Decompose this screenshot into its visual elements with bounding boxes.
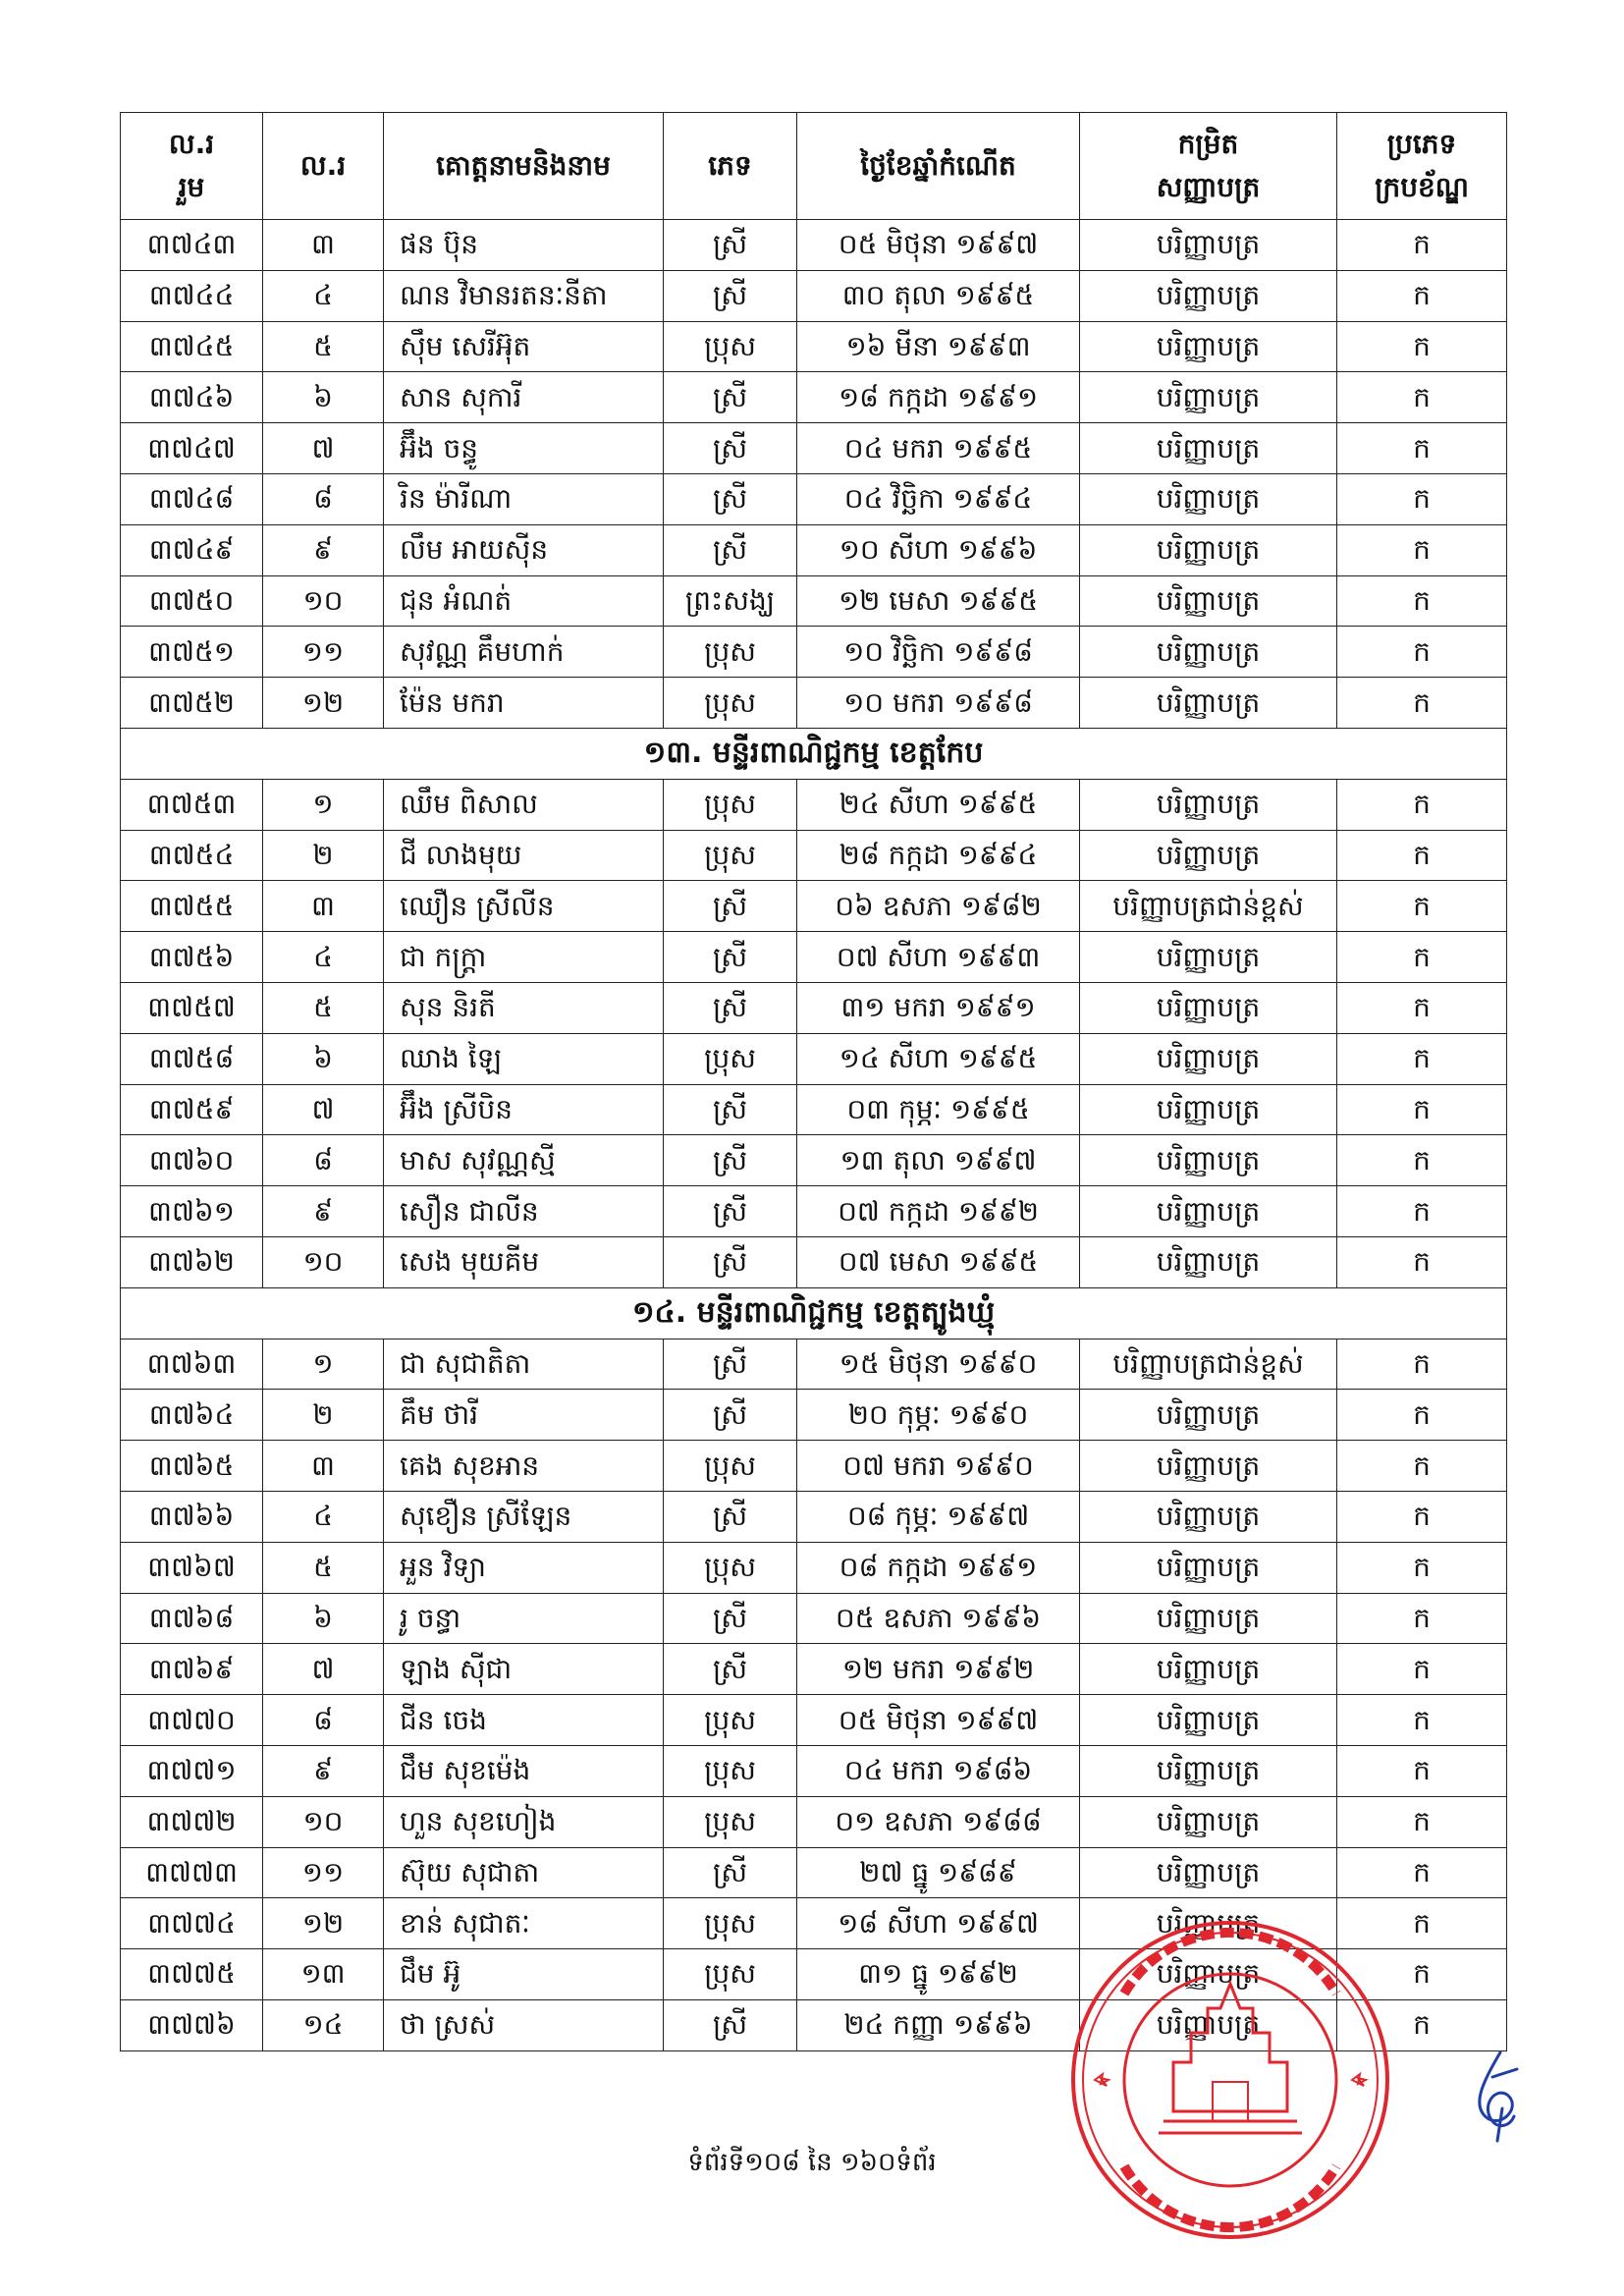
name-cell: រូ ចន្ធា [384,1593,664,1644]
degree-cell: បរិញ្ញាបត្រ [1080,1491,1337,1542]
category-cell: ក [1337,881,1507,932]
table-row [121,270,1507,321]
category-cell: ក [1337,270,1507,321]
category-cell: ក [1337,423,1507,474]
name-cell: ស៊ុយ សុជាតា [384,1847,664,1898]
degree-cell: បរិញ្ញាបត្រ [1080,1441,1337,1492]
table-row [121,1542,1507,1593]
no-cell: ៦ [263,1033,384,1084]
sex-cell: ព្រះសង្ឃ [664,575,797,627]
name-cell: ឈឿន ស្រីលីន [384,881,664,932]
page-number: ទំព័រទី១០៨ នៃ ១៦០ទំព័រ [687,2148,937,2177]
category-cell: ក [1337,1847,1507,1898]
degree-cell: បរិញ្ញាបត្រ [1080,473,1337,524]
sex-cell: ស្រី [664,220,797,271]
category-cell: ក [1337,473,1507,524]
total-no-cell: ៣៧៥៧ [121,982,263,1033]
category-cell: ក [1337,1084,1507,1135]
degree-cell: បរិញ្ញាបត្រ [1080,1236,1337,1287]
category-cell: ក [1337,321,1507,372]
degree-cell: បរិញ្ញាបត្រ [1080,830,1337,881]
sex-cell: ប្រុស [664,678,797,729]
table-row [121,220,1507,271]
name-cell: ជឹម អ៊ូ [384,1949,664,2000]
total-no-cell: ៣៧៦៨ [121,1593,263,1644]
sex-cell: ប្រុស [664,830,797,881]
dob-cell: ១៨ សីហា ១៩៩៧ [797,1898,1080,1949]
table-row [121,473,1507,524]
degree-cell: បរិញ្ញាបត្រ [1080,1898,1337,1949]
no-cell: ១២ [263,1898,384,1949]
category-cell: ក [1337,1593,1507,1644]
degree-cell: បរិញ្ញាបត្រ [1080,932,1337,983]
table-row [121,678,1507,729]
dob-cell: ១២ មករា ១៩៩២ [797,1644,1080,1695]
table-row [121,1796,1507,1847]
degree-cell: បរិញ្ញាបត្រ [1080,524,1337,575]
sex-cell: ប្រុស [664,1949,797,2000]
sex-cell: ស្រី [664,881,797,932]
category-cell: ក [1337,1745,1507,1796]
no-cell: ៥ [263,1542,384,1593]
total-no-cell: ៣៧៥៦ [121,932,263,983]
name-cell: គេង សុខអាន [384,1441,664,1492]
table-row [121,1441,1507,1492]
sex-cell: ស្រី [664,1390,797,1441]
name-cell: ម៉ែន មករា [384,678,664,729]
header-degree-line2: សញ្ញាបត្រ [1156,171,1261,203]
no-cell: ៨ [263,1135,384,1186]
category-cell: ក [1337,982,1507,1033]
no-cell: ៣ [263,1441,384,1492]
table-row [121,1390,1507,1441]
header-category [1337,113,1507,220]
sex-cell: ស្រី [664,1491,797,1542]
category-cell: ក [1337,372,1507,423]
dob-cell: ១៥ មិថុនា ១៩៩០ [797,1339,1080,1390]
degree-cell: បរិញ្ញាបត្រ [1080,1745,1337,1796]
handwritten-signature [1463,2048,1532,2146]
degree-cell: បរិញ្ញាបត្រ [1080,220,1337,271]
table-row [121,779,1507,830]
dob-cell: ០៧ កក្កដា ១៩៩២ [797,1186,1080,1237]
no-cell: ១៤ [263,1999,384,2050]
table-row [121,982,1507,1033]
total-no-cell: ៣៧៧១ [121,1745,263,1796]
total-no-cell: ៣៧៦៥ [121,1441,263,1492]
name-cell: អ៊ឹង ចន្ធូ [384,423,664,474]
header-no: ល.រ [263,113,384,220]
name-cell: អួន វិទ្យា [384,1542,664,1593]
degree-cell: បរិញ្ញាបត្រ [1080,1695,1337,1746]
no-cell: ១១ [263,627,384,678]
name-cell: អ៊ឹង ស្រីបិន [384,1084,664,1135]
dob-cell: ០៨ កុម្ភៈ ១៩៩៧ [797,1491,1080,1542]
sex-cell: ស្រី [664,372,797,423]
dob-cell: ០៤ មករា ១៩៨៦ [797,1745,1080,1796]
no-cell: ៤ [263,932,384,983]
dob-cell: ១៨ កក្កដា ១៩៩១ [797,372,1080,423]
no-cell: ១៣ [263,1949,384,2000]
no-cell: ៦ [263,1593,384,1644]
dob-cell: ១២ មេសា ១៩៩៥ [797,575,1080,627]
name-cell: ផន ប៊ុន [384,220,664,271]
degree-cell: បរិញ្ញាបត្រ [1080,982,1337,1033]
sex-cell: ស្រី [664,473,797,524]
dob-cell: ០៥ មិថុនា ១៩៩៧ [797,220,1080,271]
name-cell: រិន ម៉ារីណា [384,473,664,524]
sex-cell: ស្រី [664,1999,797,2050]
dob-cell: ១០ មករា ១៩៩៨ [797,678,1080,729]
category-cell: ក [1337,220,1507,271]
total-no-cell: ៣៧៤៤ [121,270,263,321]
name-cell: ឈាង ឡៃ [384,1033,664,1084]
table-row [121,321,1507,372]
no-cell: ៨ [263,1695,384,1746]
header-total-no [121,113,263,220]
no-cell: ៩ [263,524,384,575]
dob-cell: ០៦ ឧសភា ១៩៨២ [797,881,1080,932]
degree-cell: បរិញ្ញាបត្រជាន់ខ្ពស់ [1080,881,1337,932]
category-cell: ក [1337,1644,1507,1695]
sex-cell: ប្រុស [664,779,797,830]
category-cell: ក [1337,1542,1507,1593]
dob-cell: ២៧ ធ្នូ ១៩៨៩ [797,1847,1080,1898]
header-category-line2: ក្របខ័ណ្ឌ [1375,171,1469,203]
table-row [121,1135,1507,1186]
category-cell: ក [1337,779,1507,830]
degree-cell: បរិញ្ញាបត្រ [1080,627,1337,678]
total-no-cell: ៣៧៧៣ [121,1847,263,1898]
table-row [121,881,1507,932]
table-row [121,1084,1507,1135]
total-no-cell: ៣៧៥៤ [121,830,263,881]
category-cell: ក [1337,1695,1507,1746]
sex-cell: ប្រុស [664,1745,797,1796]
table-row [121,1745,1507,1796]
header-name: គោត្តនាមនិងនាម [384,113,664,220]
header-sex: ភេទ [664,113,797,220]
total-no-cell: ៣៧៦៩ [121,1644,263,1695]
dob-cell: ៣១ ធ្នូ ១៩៩២ [797,1949,1080,2000]
table-row [121,1033,1507,1084]
no-cell: ៧ [263,423,384,474]
dob-cell: ០៥ មិថុនា ១៩៩៧ [797,1695,1080,1746]
sex-cell: ស្រី [664,1847,797,1898]
sex-cell: ស្រី [664,1593,797,1644]
dob-cell: ១៤ សីហា ១៩៩៥ [797,1033,1080,1084]
no-cell: ២ [263,1390,384,1441]
table-row [121,1339,1507,1390]
dob-cell: ០៨ កក្កដា ១៩៩១ [797,1542,1080,1593]
name-cell: ជា សុជាតិតា [384,1339,664,1390]
sex-cell: ស្រី [664,1084,797,1135]
total-no-cell: ៣៧៤៨ [121,473,263,524]
header-degree [1080,113,1337,220]
category-cell: ក [1337,1999,1507,2050]
name-cell: ហួន សុខហៀង [384,1796,664,1847]
degree-cell: បរិញ្ញាបត្រជាន់ខ្ពស់ [1080,1339,1337,1390]
total-no-cell: ៣៧៦៣ [121,1339,263,1390]
total-no-cell: ៣៧៥១ [121,627,263,678]
sex-cell: ស្រី [664,1644,797,1695]
sex-cell: ស្រី [664,423,797,474]
sex-cell: ស្រី [664,1135,797,1186]
dob-cell: ០៤ វិច្ឆិកា ១៩៩៤ [797,473,1080,524]
table-row [121,1491,1507,1542]
table-body [121,220,1507,2051]
name-cell: ថា ស្រស់ [384,1999,664,2050]
name-cell: សឿន ជាលីន [384,1186,664,1237]
no-cell: ៧ [263,1644,384,1695]
no-cell: ៤ [263,1491,384,1542]
table-row [121,372,1507,423]
total-no-cell: ៣៧៤៧ [121,423,263,474]
dob-cell: ០១ ឧសភា ១៩៨៨ [797,1796,1080,1847]
dob-cell: ១៣ តុលា ១៩៩៧ [797,1135,1080,1186]
name-cell: សុន និរតី [384,982,664,1033]
name-cell: ណន វិមានរតនៈនីតា [384,270,664,321]
dob-cell: ០៥ ឧសភា ១៩៩៦ [797,1593,1080,1644]
table-row [121,627,1507,678]
staff-table [120,112,1507,2051]
dob-cell: ១៦ មីនា ១៩៩៣ [797,321,1080,372]
no-cell: ១១ [263,1847,384,1898]
sex-cell: ប្រុស [664,321,797,372]
name-cell: ឡាង ស៊ីជា [384,1644,664,1695]
degree-cell: បរិញ្ញាបត្រ [1080,1390,1337,1441]
sex-cell: ស្រី [664,1236,797,1287]
name-cell: សុខឿន ស្រីឡែន [384,1491,664,1542]
degree-cell: បរិញ្ញាបត្រ [1080,1593,1337,1644]
name-cell: ជី លាងមុយ [384,830,664,881]
name-cell: ជុន អំណត់ [384,575,664,627]
degree-cell: បរិញ្ញាបត្រ [1080,321,1337,372]
name-cell: ជីន ចេង [384,1695,664,1746]
total-no-cell: ៣៧៦០ [121,1135,263,1186]
table-row [121,932,1507,983]
total-no-cell: ៣៧៧០ [121,1695,263,1746]
table-row [121,830,1507,881]
category-cell: ក [1337,627,1507,678]
section-row [121,1287,1507,1339]
no-cell: ១០ [263,1236,384,1287]
sex-cell: ស្រី [664,982,797,1033]
total-no-cell: ៣៧៥៨ [121,1033,263,1084]
name-cell: គឹម ថារី [384,1390,664,1441]
category-cell: ក [1337,1796,1507,1847]
degree-cell: បរិញ្ញាបត្រ [1080,1949,1337,2000]
total-no-cell: ៣៧៦១ [121,1186,263,1237]
total-no-cell: ៣៧៥៣ [121,779,263,830]
section-title: ១៤. មន្ទីរពាណិជ្ជកម្ម ខេត្តត្បូងឃ្មុំ [121,1287,1507,1339]
sex-cell: ស្រី [664,270,797,321]
degree-cell: បរិញ្ញាបត្រ [1080,1135,1337,1186]
total-no-cell: ៣៧៦៧ [121,1542,263,1593]
category-cell: ក [1337,575,1507,627]
total-no-cell: ៣៧៥៩ [121,1084,263,1135]
degree-cell: បរិញ្ញាបត្រ [1080,1542,1337,1593]
category-cell: ក [1337,1339,1507,1390]
table-row [121,1847,1507,1898]
dob-cell: ១០ វិច្ឆិកា ១៩៩៨ [797,627,1080,678]
total-no-cell: ៣៧៥០ [121,575,263,627]
no-cell: ១ [263,779,384,830]
total-no-cell: ៣៧៤៩ [121,524,263,575]
name-cell: សាន សុការី [384,372,664,423]
degree-cell: បរិញ្ញាបត្រ [1080,1033,1337,1084]
category-cell: ក [1337,1441,1507,1492]
category-cell: ក [1337,1033,1507,1084]
category-cell: ក [1337,1236,1507,1287]
degree-cell: បរិញ្ញាបត្រ [1080,372,1337,423]
category-cell: ក [1337,524,1507,575]
total-no-cell: ៣៧៥៥ [121,881,263,932]
degree-cell: បរិញ្ញាបត្រ [1080,270,1337,321]
no-cell: ១០ [263,575,384,627]
sex-cell: ប្រុស [664,1441,797,1492]
sex-cell: ប្រុស [664,1542,797,1593]
sex-cell: ស្រី [664,1339,797,1390]
sex-cell: ប្រុស [664,1033,797,1084]
total-no-cell: ៣៧៧៤ [121,1898,263,1949]
degree-cell: បរិញ្ញាបត្រ [1080,1084,1337,1135]
degree-cell: បរិញ្ញាបត្រ [1080,575,1337,627]
table-row [121,1593,1507,1644]
no-cell: ១០ [263,1796,384,1847]
no-cell: ៣ [263,881,384,932]
total-no-cell: ៣៧៧៥ [121,1949,263,2000]
total-no-cell: ៣៧៦៤ [121,1390,263,1441]
category-cell: ក [1337,1898,1507,1949]
degree-cell: បរិញ្ញាបត្រ [1080,779,1337,830]
degree-cell: បរិញ្ញាបត្រ [1080,678,1337,729]
degree-cell: បរិញ្ញាបត្រ [1080,1847,1337,1898]
sex-cell: ស្រី [664,1186,797,1237]
category-cell: ក [1337,1135,1507,1186]
total-no-cell: ៣៧៤៦ [121,372,263,423]
sex-cell: ប្រុស [664,627,797,678]
table-header-row [121,113,1507,220]
name-cell: ខាន់ សុជាតៈ [384,1898,664,1949]
total-no-cell: ៣៧៤៥ [121,321,263,372]
category-cell: ក [1337,830,1507,881]
section-title: ១៣. មន្ទីរពាណិជ្ជកម្ម ខេត្តកែប [121,728,1507,779]
total-no-cell: ៣៧៦៦ [121,1491,263,1542]
dob-cell: ០៣ កុម្ភៈ ១៩៩៥ [797,1084,1080,1135]
degree-cell: បរិញ្ញាបត្រ [1080,1796,1337,1847]
no-cell: ៩ [263,1186,384,1237]
header-degree-line1: កម្រិត [1177,128,1239,160]
header-total-no-line1: ល.រ [168,128,215,160]
category-cell: ក [1337,932,1507,983]
no-cell: ១២ [263,678,384,729]
category-cell: ក [1337,1491,1507,1542]
no-cell: ៣ [263,220,384,271]
table-row [121,575,1507,627]
section-row [121,728,1507,779]
header-dob: ថ្ងៃខែឆ្នាំកំណើត [797,113,1080,220]
no-cell: ៨ [263,473,384,524]
name-cell: លឹម អាយស៊ីន [384,524,664,575]
name-cell: មាស សុវណ្ណស្មី [384,1135,664,1186]
name-cell: សុវណ្ណ គឹមហាក់ [384,627,664,678]
no-cell: ៤ [263,270,384,321]
name-cell: ឈឹម ពិសាល [384,779,664,830]
table-row [121,1644,1507,1695]
sex-cell: ប្រុស [664,1898,797,1949]
sex-cell: ស្រី [664,932,797,983]
name-cell: ជា កក្ត្រា [384,932,664,983]
degree-cell: បរិញ្ញាបត្រ [1080,1186,1337,1237]
no-cell: ២ [263,830,384,881]
no-cell: ៩ [263,1745,384,1796]
no-cell: ៥ [263,321,384,372]
total-no-cell: ៣៧៦២ [121,1236,263,1287]
official-seal-stamp [1065,1915,1395,2245]
degree-cell: បរិញ្ញាបត្រ [1080,1999,1337,2050]
table-row [121,1186,1507,1237]
dob-cell: ២៤ សីហា ១៩៩៥ [797,779,1080,830]
dob-cell: ០៧ មករា ១៩៩០ [797,1441,1080,1492]
dob-cell: ៣១ មករា ១៩៩១ [797,982,1080,1033]
category-cell: ក [1337,1390,1507,1441]
name-cell: ជឹម សុខម៉េង [384,1745,664,1796]
dob-cell: ០៧ មេសា ១៩៩៥ [797,1236,1080,1287]
sex-cell: ប្រុស [664,1796,797,1847]
header-total-no-line2: រួម [178,171,205,203]
table-row [121,1236,1507,1287]
dob-cell: ២០ កុម្ភៈ ១៩៩០ [797,1390,1080,1441]
name-cell: ស៊ឹម សេរីអ៊ុត [384,321,664,372]
category-cell: ក [1337,1186,1507,1237]
no-cell: ៦ [263,372,384,423]
dob-cell: ១០ សីហា ១៩៩៦ [797,524,1080,575]
degree-cell: បរិញ្ញាបត្រ [1080,1644,1337,1695]
table-row [121,1695,1507,1746]
table-row [121,524,1507,575]
header-category-line1: ប្រភេទ [1386,128,1457,160]
degree-cell: បរិញ្ញាបត្រ [1080,423,1337,474]
dob-cell: ៣០ តុលា ១៩៩៥ [797,270,1080,321]
name-cell: សេង មុយគីម [384,1236,664,1287]
total-no-cell: ៣៧៤៣ [121,220,263,271]
no-cell: ១ [263,1339,384,1390]
sex-cell: ប្រុស [664,1695,797,1746]
total-no-cell: ៣៧៧២ [121,1796,263,1847]
dob-cell: ០៤ មករា ១៩៩៥ [797,423,1080,474]
category-cell: ក [1337,1949,1507,2000]
category-cell: ក [1337,678,1507,729]
no-cell: ៧ [263,1084,384,1135]
dob-cell: ២៨ កក្កដា ១៩៩៤ [797,830,1080,881]
sex-cell: ស្រី [664,524,797,575]
document-sheet [120,112,1506,2051]
no-cell: ៥ [263,982,384,1033]
table-row [121,423,1507,474]
dob-cell: ២៤ កញ្ញា ១៩៩៦ [797,1999,1080,2050]
dob-cell: ០៧ សីហា ១៩៩៣ [797,932,1080,983]
total-no-cell: ៣៧៧៦ [121,1999,263,2050]
total-no-cell: ៣៧៥២ [121,678,263,729]
